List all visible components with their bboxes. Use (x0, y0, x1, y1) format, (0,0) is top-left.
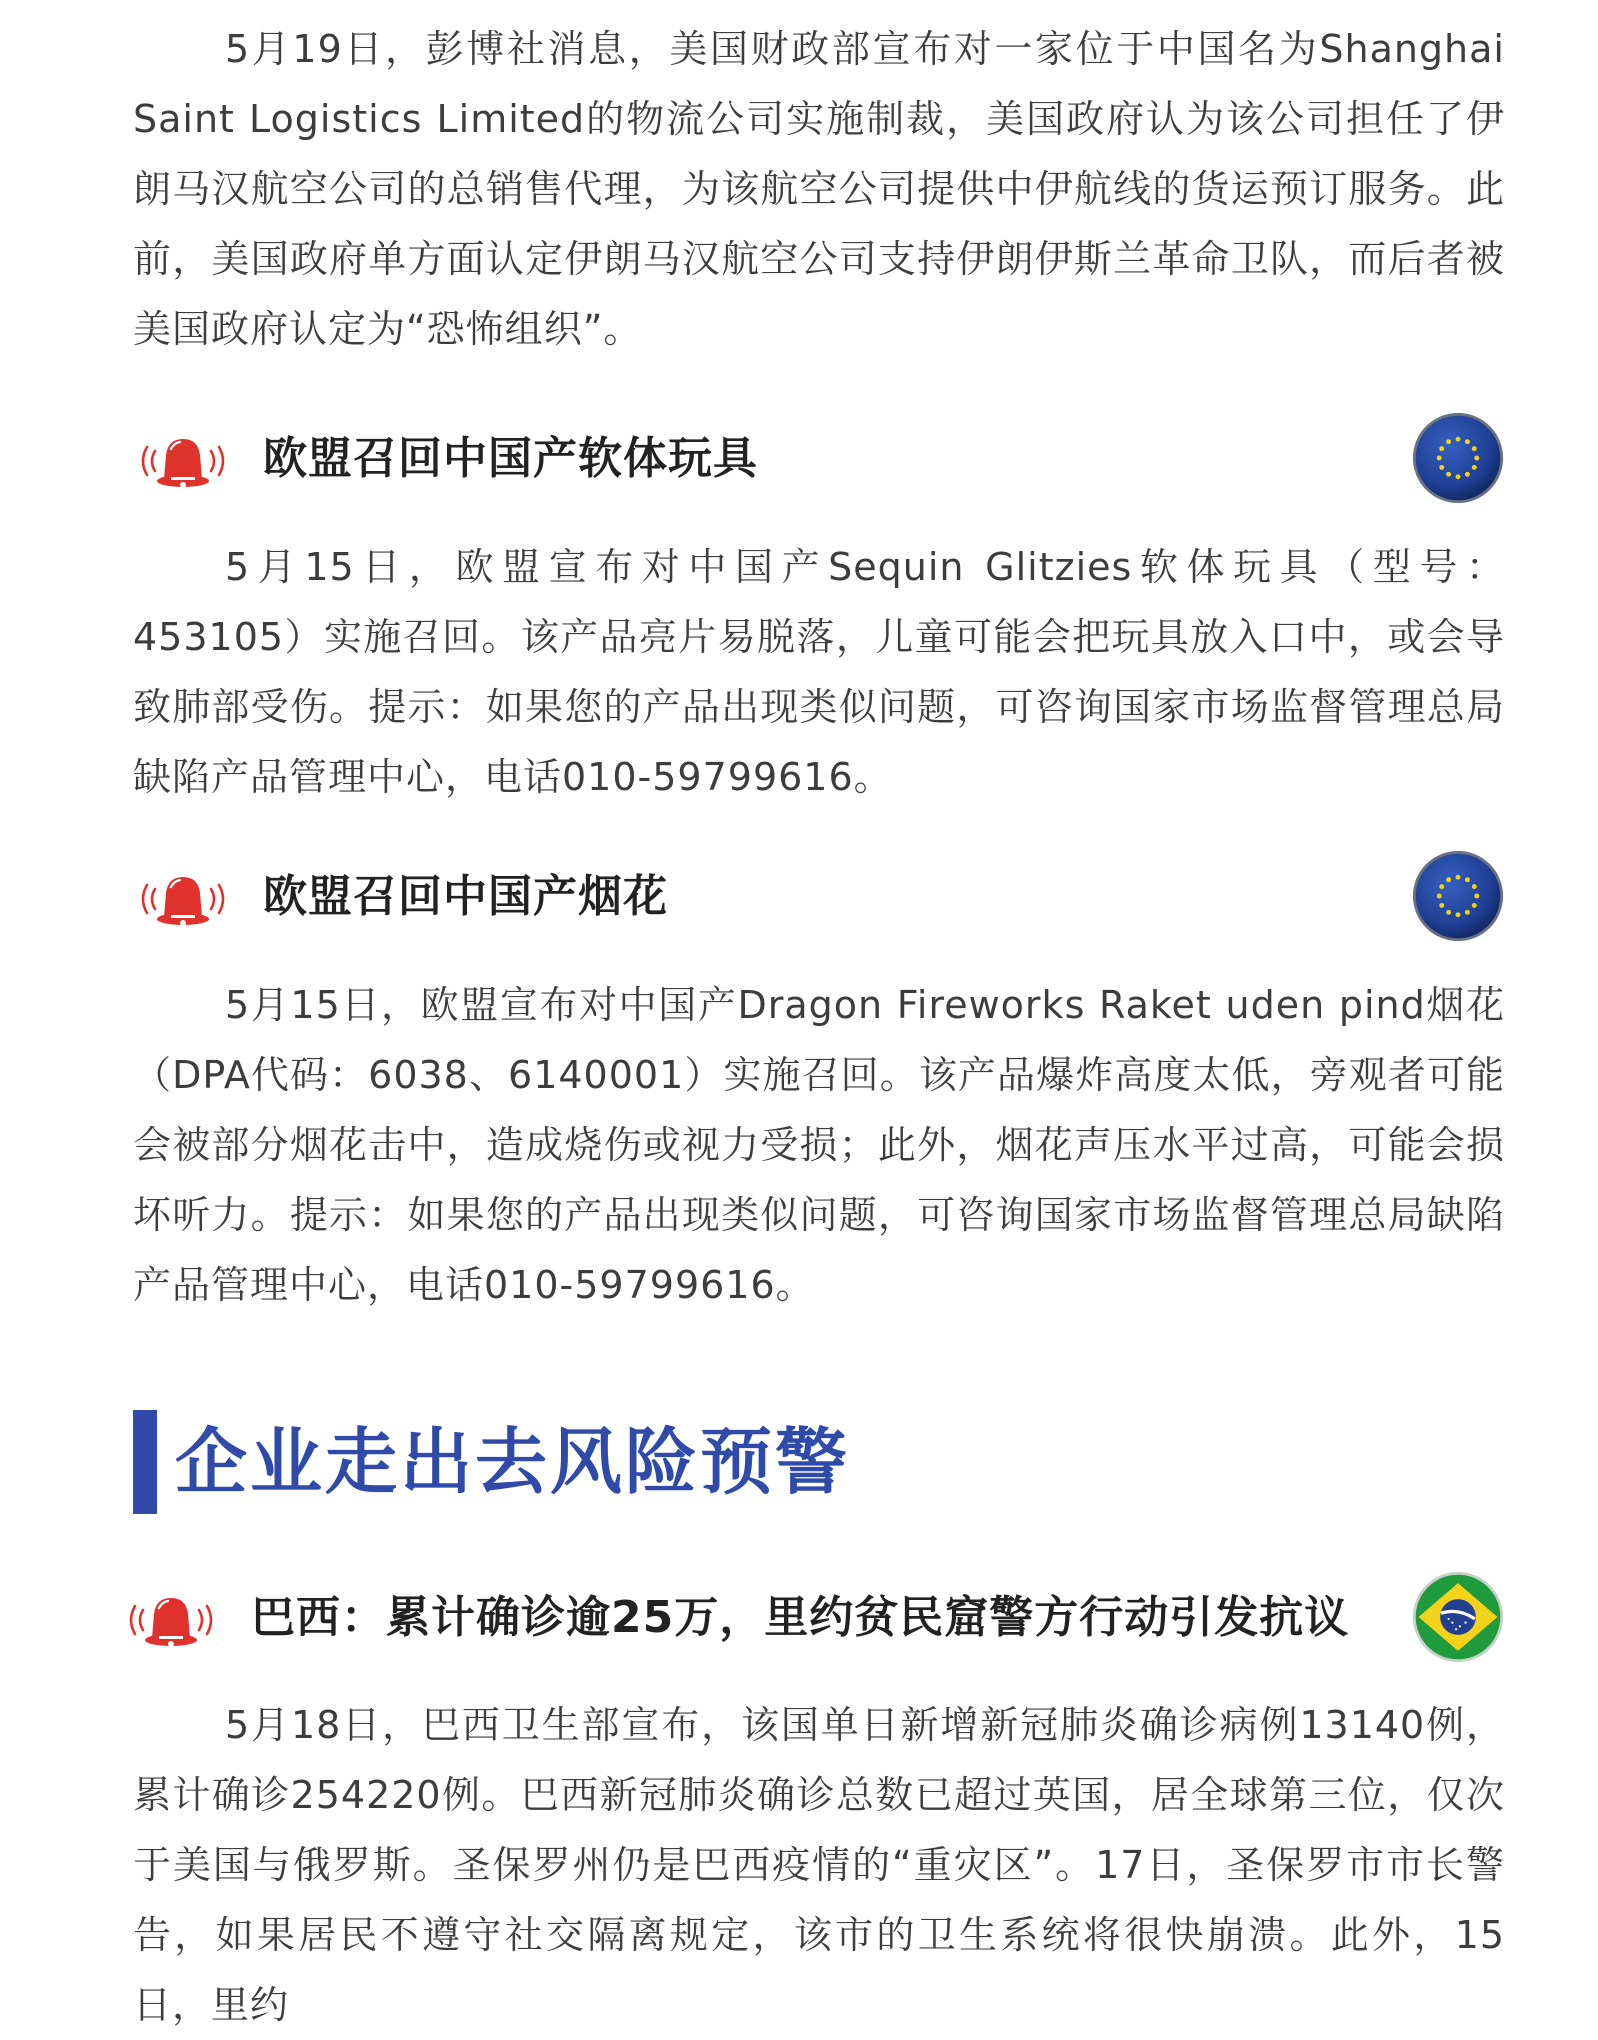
eu-flag-icon (1411, 849, 1505, 943)
risk-heading-brazil (133, 1570, 1505, 1666)
news-title: 欧盟召回中国产软体玩具 (263, 433, 758, 484)
section-accent-bar (133, 1410, 157, 1514)
alarm-bell-icon (133, 871, 233, 927)
section-heading (133, 1406, 1505, 1516)
brazil-flag-icon (1411, 1570, 1505, 1664)
news-title: 欧盟召回中国产烟花 (263, 871, 668, 922)
risk-title: 巴西：累计确诊逾25万，里约贫民窟警方行动引发抗议 (251, 1592, 1350, 1643)
news-body: 5月15日，欧盟宣布对中国产Sequin Glitzies软体玩具（型号：453105）实施召回。该产品亮片易脱落，儿童可能会把玩具放入口中，或会导致肺部受伤。提示：如果您的产品出现类似问题，可咨询国家市场监督管理总局缺陷产品管理中心，电话010-59799616。 (133, 545, 1505, 799)
news-heading-fireworks (133, 849, 1505, 945)
intro-paragraph: 5月19日，彭博社消息，美国财政部宣布对一家位于中国名为Shanghai Saint Logistics Limited的物流公司实施制裁，美国政府认为该公司担任了伊朗马汉航空公司的总销售代理，为该航空公司提供中伊航线的货运预订服务。此前，美国政府单方面认定伊朗马汉航空公司支持伊朗伊斯兰革命卫队，而后者被美国政府认定为“恐怖组织”。 (133, 27, 1505, 351)
eu-flag-icon (1411, 411, 1505, 505)
alarm-bell-icon (133, 433, 233, 489)
news-body: 5月15日，欧盟宣布对中国产Dragon Fireworks Raket uden pind烟花（DPA代码：6038、6140001）实施召回。该产品爆炸高度太低，旁观者可能会被部分烟花击中，造成烧伤或视力受损；此外，烟花声压水平过高，可能会损坏听力。提示：如果您的产品出现类似问题，可咨询国家市场监督管理总局缺陷产品管理中心，电话010-59799616。 (133, 983, 1505, 1307)
news-heading-soft-toys (133, 411, 1505, 507)
section-title: 企业走出去风险预警 (175, 1420, 851, 1504)
risk-body: 5月18日，巴西卫生部宣布，该国单日新增新冠肺炎确诊病例13140例，累计确诊254220例。巴西新冠肺炎确诊总数已超过英国，居全球第三位，仅次于美国与俄罗斯。圣保罗州仍是巴西疫情的“重灾区”。17日，圣保罗市市长警告，如果居民不遵守社交隔离规定，该市的卫生系统将很快崩溃。此外，15日，里约 (133, 1703, 1505, 2027)
alarm-bell-icon (121, 1592, 221, 1648)
